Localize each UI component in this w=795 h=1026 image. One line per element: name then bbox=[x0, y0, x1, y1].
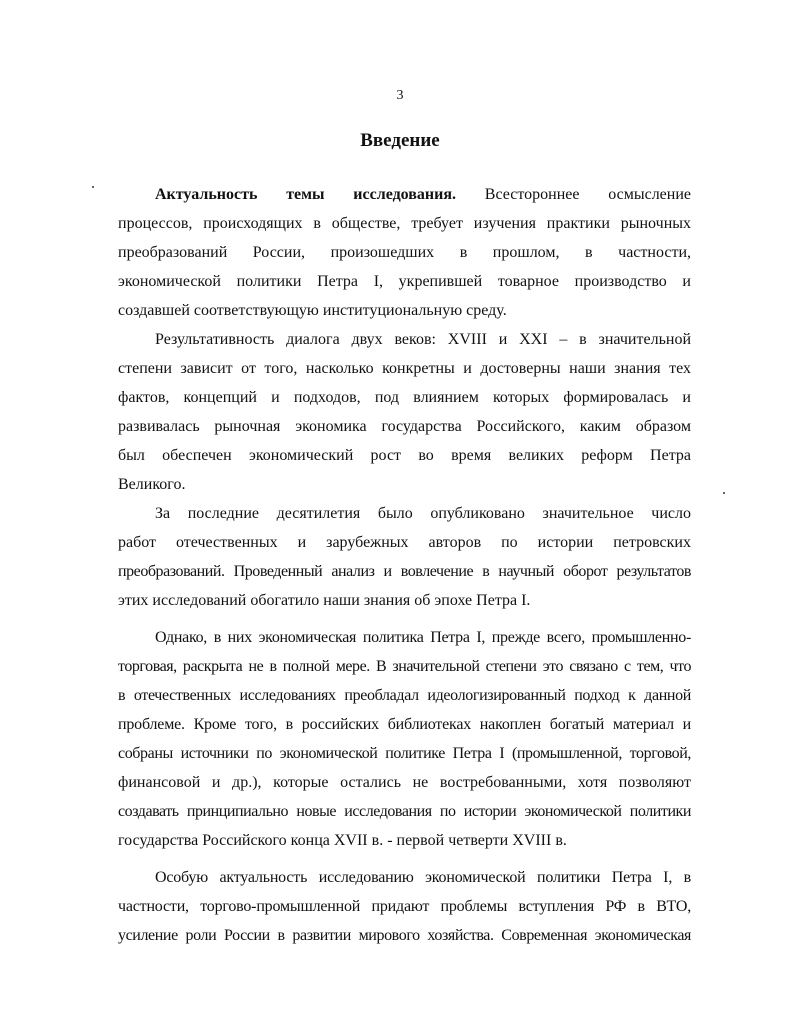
text-line: проблеме. Кроме того, в российских библиотеках накоплен богатый материал и bbox=[118, 716, 691, 733]
text-line: собраны источники по экономической политике Петра I (промышленной, торговой, bbox=[118, 745, 691, 762]
paragraph bbox=[118, 325, 691, 499]
body-text bbox=[118, 180, 691, 950]
scan-speck bbox=[723, 492, 725, 494]
text-line: создавать принципиально новые исследования по истории экономической политики bbox=[118, 803, 691, 820]
page-title: Введение bbox=[360, 130, 440, 151]
text-line: финансовой и др.), которые остались не востребованными, хотя позволяют bbox=[118, 774, 691, 791]
text-line: создавшей соответствующую институциональную среду. bbox=[118, 302, 507, 319]
text-line: процессов, происходящих в обществе, требует изучения практики рыночных bbox=[118, 215, 691, 232]
paragraph-gap bbox=[118, 615, 691, 623]
paragraph bbox=[118, 499, 691, 615]
text-line: частности, торгово-промышленной придают проблемы вступления РФ в ВТО, bbox=[118, 898, 691, 915]
paragraph bbox=[118, 180, 691, 325]
text-line: преобразований России, произошедших в прошлом, в частности, bbox=[118, 244, 691, 261]
paragraph bbox=[118, 863, 691, 950]
text-line: степени зависит от того, насколько конкретны и достоверны наши знания тех bbox=[118, 360, 691, 377]
text-line: торговая, раскрыта не в полной мере. В значительной степени это связано с тем, что bbox=[118, 658, 691, 675]
text-line: был обеспечен экономический рост во время великих реформ Петра bbox=[118, 447, 691, 464]
section-heading: Актуальность темы исследования. bbox=[155, 186, 457, 203]
text-line: преобразований. Проведенный анализ и вовлечение в научный оборот результатов bbox=[118, 563, 691, 580]
text-line: этих исследований обогатило наши знания об эпохе Петра I. bbox=[118, 592, 531, 609]
text-line: государства Российского конца XVII в. - первой четверти XVIII в. bbox=[118, 832, 567, 849]
text-line: экономической политики Петра I, укрепившей товарное производство и bbox=[118, 273, 691, 290]
paragraph bbox=[118, 623, 691, 855]
text-line: развивалась рыночная экономика государства Российского, каким образом bbox=[118, 418, 691, 435]
text-line: Особую актуальность исследованию экономической политики Петра I, в bbox=[155, 869, 691, 886]
text-line: За последние десятилетия было опубликовано значительное число bbox=[155, 505, 691, 522]
page-number: 3 bbox=[396, 88, 404, 103]
scan-speck bbox=[92, 186, 94, 188]
text-line: Однако, в них экономическая политика Петра I, прежде всего, промышленно- bbox=[155, 629, 691, 646]
paragraph-gap bbox=[118, 855, 691, 863]
text-line: в отечественных исследованиях преобладал идеологизированный подход к данной bbox=[118, 687, 691, 704]
text-line: усиление роли России в развитии мирового хозяйства. Современная экономическая bbox=[118, 927, 691, 944]
text-line: фактов, концепций и подходов, под влиянием которых формировалась и bbox=[118, 389, 691, 406]
text-line: Результативность диалога двух веков: XVIII и XXI – в значительной bbox=[155, 331, 691, 348]
text-line: Великого. bbox=[118, 476, 186, 493]
text-line bbox=[118, 180, 691, 209]
text-line: работ отечественных и зарубежных авторов по истории петровских bbox=[118, 534, 691, 551]
text-run: Всестороннее осмысление bbox=[456, 186, 691, 203]
